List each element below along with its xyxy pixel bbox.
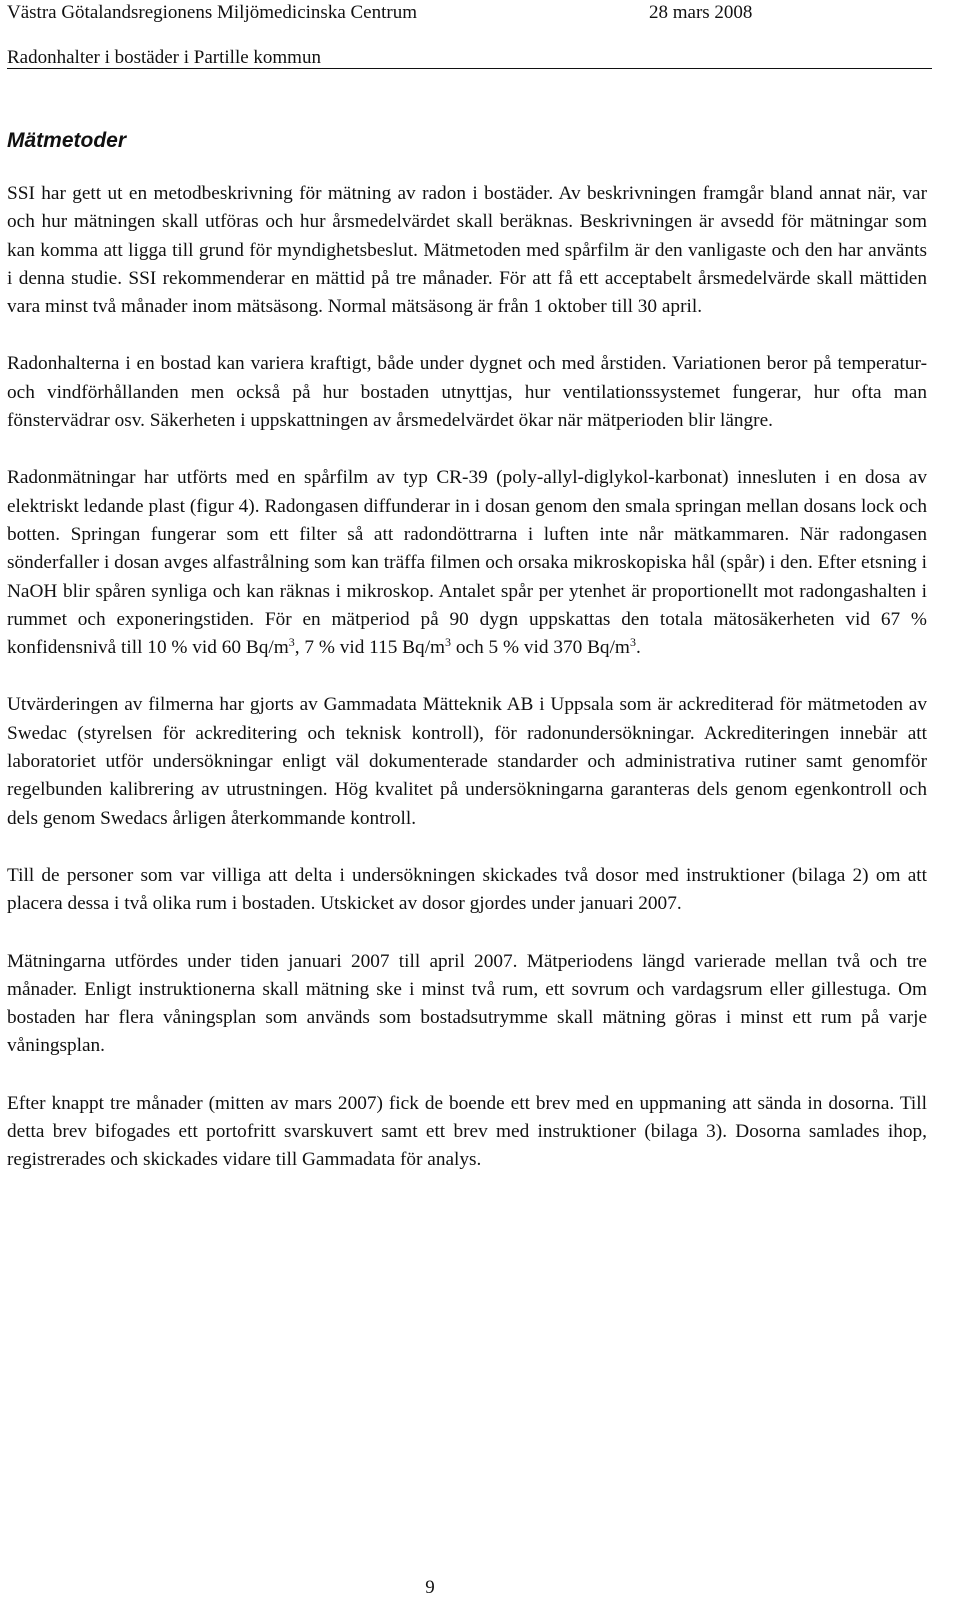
paragraph-variation: Radonhalterna i en bostad kan variera kraftigt, både under dygnet och med årstiden. Variationen beror på temperatur- och vindförhållanden men också på hur bostaden utnyttjas, hur ventilationssystemet fungerar, hur ofta man fönstervädrar osv. Säkerheten i uppskattningen av årsmedelvärdet ökar när mätperioden blir längre. <box>7 353 927 432</box>
header-date: 28 mars 2008 <box>649 2 753 23</box>
header-divider <box>7 68 932 69</box>
paragraph-methods-intro: SSI har gett ut en metodbeskrivning för mätning av radon i bostäder. Av beskrivningen framgår bland annat när, var och hur mätningen skall utföras och hur årsmedelvärdet skall beräknas. Beskrivningen är avsedd för mätningar som kan komma att ligga till grund för myndighetsbeslut. Mätmetoden med spårfilm är den vanligaste och den har använts i denna studie. SSI rekommenderar en mättid på tre månader. För att få ett acceptabelt årsmedelvärde skall mättiden vara minst två månader inom mätsäsong. Normal mätsäsong är från 1 oktober till 30 april. <box>7 183 927 318</box>
paragraph-collection: Efter knappt tre månader (mitten av mars 2007) fick de boende ett brev med en uppmaning att sända in dosorna. Till detta brev bifogades ett portofritt svarskuvert samt ett brev med instruktioner (bilaga 3). Dosorna samlades ihop, registrerades och skickades vidare till Gammadata för analys. <box>7 1092 927 1171</box>
superscript-exponent: 3 <box>288 635 295 650</box>
section-title: Mätmetoder <box>7 129 127 152</box>
paragraph-technique-text: Radonmätningar har utförts med en spårfilm av typ CR-39 (poly-allyl-diglykol-karbonat) innesluten i en dosa av elektriskt ledande plast (figur 4). Radongasen diffunderar in i dosan genom den smala springan mellan dosans lock och botten. Springan fungerar som ett filter så att radondöttrarna i luften inte når mätkammaren. När radongasen sönderfaller i dosan avges alfastrålning som kan träffa filmen och orsaka mikroskopiska hål (spår) i den. Efter etsning i NaOH blir spåren synliga och kan räknas i mikroskop. Antalet spår per ytenhet är proportionellt mot radongashalten i rummet och exponeringstiden. För en mätperiod på 90 dygn uppskattas den totala mätosäkerheten vid 67 % konfidensnivå till 10 % vid 60 Bq/m <box>7 467 927 659</box>
superscript-exponent: 3 <box>629 635 636 650</box>
header-top-row <box>7 1 932 24</box>
paragraph-evaluation: Utvärderingen av filmerna har gjorts av Gammadata Mätteknik AB i Uppsala som är ackrediterad för mätmetoden av Swedac (styrelsen för ackreditering och teknisk kontroll), för radonundersökningar. Ackrediteringen innebär att laboratoriet utför undersökningar enligt väl dokumenterade standarder och administrativa rutiner samt genomför regelbunden kalibrering av utrustningen. Hög kvalitet på undersökningarna garanteras dels genom egenkontroll och dels genom Swedacs årligen återkommande kontroll. <box>7 694 927 829</box>
page-header <box>7 0 932 69</box>
paragraph-measurement-technique <box>7 464 927 662</box>
superscript-exponent: 3 <box>445 635 452 650</box>
body-text <box>7 180 927 1175</box>
header-organization: Västra Götalandsregionens Miljömedicinska Centrum <box>7 2 417 23</box>
header-report-title: Radonhalter i bostäder i Partille kommun <box>7 47 321 68</box>
paragraph-technique-mid2: och 5 % vid 370 Bq/m <box>451 637 630 659</box>
paragraph-measurement-period: Mätningarna utfördes under tiden januari 2007 till april 2007. Mätperiodens längd varierade mellan två och tre månader. Enligt instruktionerna skall mätning ske i minst två rum, ett sovrum och vardagsrum eller gillestuga. Om bostaden har flera våningsplan som används som bostadsutrymme skall mätning göras i minst ett rum på varje våningsplan. <box>7 950 927 1057</box>
page-number: 9 <box>425 1577 435 1598</box>
paragraph-technique-mid: , 7 % vid 115 Bq/m <box>294 637 446 659</box>
paragraph-dispatch: Till de personer som var villiga att delta i undersökningen skickades två dosor med instruktioner (bilaga 2) om att placera dessa i två olika rum i bostaden. Utskicket av dosor gjordes under januari 2007. <box>7 864 927 915</box>
paragraph-technique-end: . <box>635 637 641 659</box>
